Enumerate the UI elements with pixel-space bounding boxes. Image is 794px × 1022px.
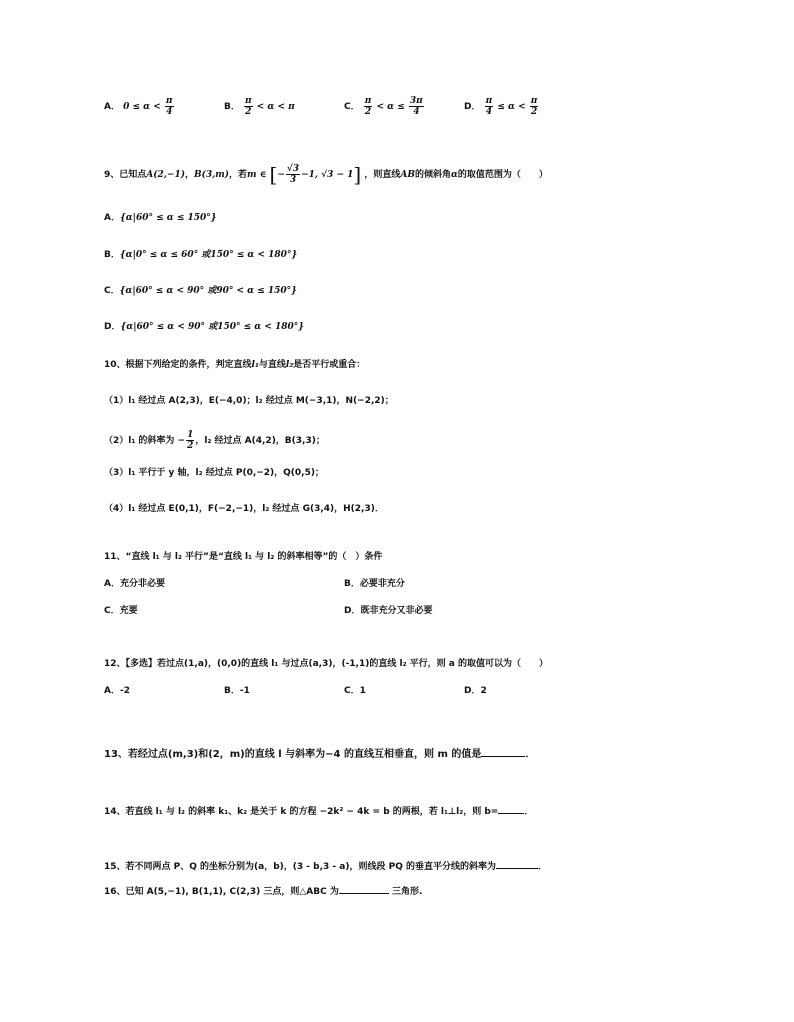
q8-option-b: B． $\frac{\pi}{2}$ < α < π (224, 96, 295, 117)
q13-answer-blank[interactable] (481, 756, 525, 757)
q9-option-a: A．{α|60° ≤ α ≤ 150°} (104, 213, 217, 223)
q12-option-d: D．2 (464, 686, 487, 696)
q9-stem: 9、已知点A(2,−1)，B(3,m)，若m ∈ [− $\frac{√3}{3}$ −1, √3 − 1] ，则直线AB的倾斜角α的取值范围为（ ） (104, 162, 548, 187)
q10-item-2: （2）l₁ 的斜率为 − $\frac{1}{2}$ ，l₂ 经过点 A(4,2)，B(3,3)； (104, 430, 325, 451)
q15-stem: 15、若不同两点 P、Q 的坐标分别为(a，b)，(3 - b,3 - a)，则线段 PQ 的垂直平分线的斜率为 ． (104, 862, 548, 872)
q14-answer-blank[interactable] (498, 813, 524, 814)
q8-option-a: A． 0 ≤ α < $\frac{\pi}{4}$ (104, 96, 173, 117)
q10-stem: 10、根据下列给定的条件，判定直线l₁与直线l₂是否平行或重合： (104, 360, 366, 370)
q10-item-4: （4）l₁ 经过点 E(0,1)，F(−2,−1)，l₂ 经过点 G(3,4)，H(2,3)． (104, 504, 384, 514)
q15-answer-blank[interactable] (496, 868, 538, 869)
q12-stem: 12、【多选】若过点(1,a)，(0,0)的直线 l₁ 与过点(a,3)，(-1,1)的直线 l₂ 平行，则 a 的取值可以为（ ） (104, 659, 548, 669)
q11-option-d: D．既非充分又非必要 (344, 606, 433, 616)
q11-option-b: B．必要非充分 (344, 579, 405, 589)
q14-stem: 14、若直线 l₁ 与 l₂ 的斜率 k₁、k₂ 是关于 k 的方程 −2k² − 4k = b 的两根，若 l₁⊥l₂，则 b= ． (104, 807, 534, 817)
q10-item-3: （3）l₁ 平行于 y 轴，l₂ 经过点 P(0,−2)，Q(0,5)； (104, 468, 324, 478)
q11-option-c: C．充要 (104, 606, 138, 616)
q9-option-b: B．{α|0° ≤ α ≤ 60° 或150° ≤ α < 180°} (104, 250, 298, 260)
q13-stem: 13、若经过点(m,3)和(2，m)的直线 l 与斜率为−4 的直线互相垂直，则 m 的值是 ． (104, 749, 536, 760)
q16-stem: 16、已知 A(5,−1), B(1,1), C(2,3) 三点，则△ABC 为 三角形. (104, 887, 423, 897)
q11-option-a: A．充分非必要 (104, 579, 165, 589)
q12-option-c: C．1 (344, 686, 366, 696)
q16-answer-blank[interactable] (339, 893, 389, 894)
q8-option-c: C． $\frac{\pi}{2}$ < α ≤ $\frac{3\pi}{4}$ (344, 96, 423, 117)
q9-option-c: C．{α|60° ≤ α < 90° 或90° < α ≤ 150°} (104, 286, 297, 296)
q12-option-a: A．-2 (104, 686, 130, 696)
q8-option-d: D． $\frac{\pi}{4}$ ≤ α < $\frac{\pi}{2}$ (464, 96, 538, 117)
q11-stem: 11、“直线 l₁ 与 l₂ 平行”是“直线 l₁ 与 l₂ 的斜率相等”的（ ）条件 (104, 552, 383, 562)
q10-item-1: （1）l₁ 经过点 A(2,3)，E(−4,0)；l₂ 经过点 M(−3,1)，N(−2,2)； (104, 396, 394, 406)
q9-option-d: D．{α|60° ≤ α < 90° 或150° ≤ α < 180°} (104, 322, 305, 332)
q12-option-b: B．-1 (224, 686, 250, 696)
